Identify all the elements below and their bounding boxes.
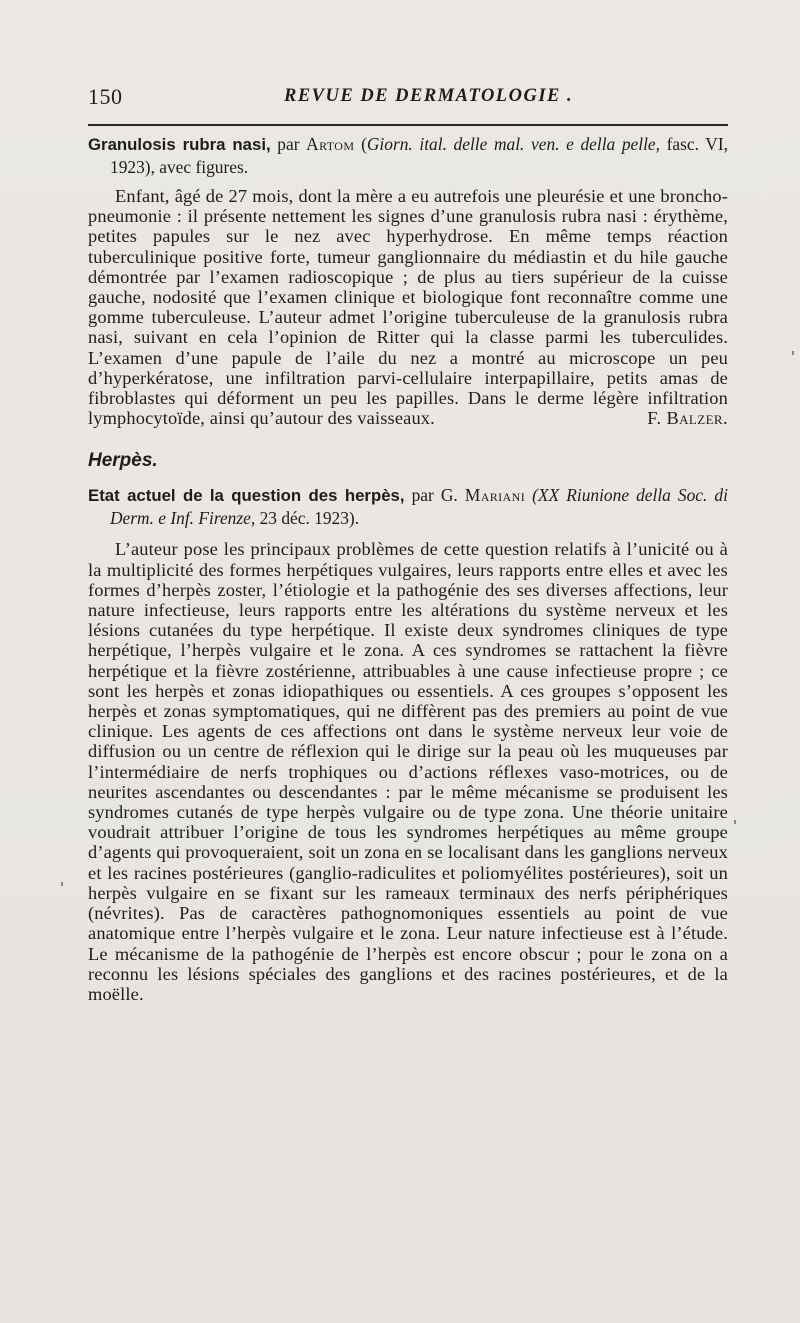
page-number: 150 [88,84,123,109]
article-1-author: Artom [306,134,355,154]
running-head [88,84,728,114]
page-content [88,133,728,1004]
article-2-author: Mariani [464,485,526,506]
article-1-title: Granulosis rubra nasi, [88,135,271,154]
margin-mark-left [61,882,63,886]
article-2-by: par G. [411,485,458,506]
article-1-heading [88,133,728,178]
article-1-body [88,186,728,428]
section-heading-herpes: Herpès. [88,450,158,472]
article-2-body: L’auteur pose les principaux problèmes de cette question relatifs à l’unicité ou à la multiplicité des formes herpétiques vulgaires, leurs rapports entre elles et avec les formes d’herpès zoster, l’étiologie et la pathogénie des ses diverses affections, leur nature infectieuse, leurs rapports entre les altérations du système nerveux et les lésions cutanées du type herpétique. Il existe deux syndromes cliniques de type herpétique, l’herpès vulgaire et le zona. A ces syndromes se rattachent la fièvre herpétique et la fièvre zostérienne, attribuables à une cause infectieuse propre ; ce sont les herpès et zonas idiopathiques ou essentiels. A ces groupes s’opposent les herpès et zonas symptomatiques, qui ne diffèrent pas des premiers au point de vue clinique. Les agents de ces affections ont dans le système nerveux leur voie de diffusion ou un centre de réflexion qui le dirige sur la peau où les muqueuses par l’intermédiaire de nerfs trophiques ou d’actions réflexes vaso-motrices, ou de neurites ascendantes ou descendantes : par le même mécanisme se produisent les syndromes cutanés de type herpès vulgaire ou de type zona. Une théorie unitaire voudrait attribuer l’origine de tous les syndromes herpétiques au même groupe d’agents qui provoqueraient, soit un zona en se localisant dans les ganglions nerveux et les racines postérieures (ganglio-radiculites et poliomyélites postérieures), soit un herpès vulgaire en se fixant sur les rameaux terminaux des nerfs périphériques (névrites). Pas de caractères pathognomoniques essentiels au point de vue anatomique entre l’herpès vulgaire et le zona. Leur nature infectieuse est à l’étude. Le mécanisme de la pathogénie de l’herpès est encore obscur ; pour le zona on a reconnu les lésions spéciales des ganglions et des racines postérieures, et de la moëlle. [88,539,728,1004]
margin-mark-middle [734,820,736,824]
article-1-citation-details: fasc. VI, 1923), avec figures. [110,134,728,177]
article-2-citation-details: 23 déc. 1923). [259,508,360,529]
article-1-citation-journal: Giorn. ital. delle mal. ven. e della pelle, [366,134,660,154]
article-1-signature: F. Balzer. [647,408,728,429]
article-2-citation: (XX Riunione della Soc. di Derm. e Inf. Firenze, [110,485,728,529]
article-2-title: Etat actuel de la question des herpès, [88,486,405,506]
article-1-by: par [277,134,300,154]
margin-mark-top [792,351,794,355]
journal-title: REVUE DE DERMATOLOGIE . [284,86,574,106]
article-1-body-text: Enfant, âgé de 27 mois, dont la mère a eu autrefois une pleurésie et une broncho-pneumonie : il présente nettement les signes d’une granulosis rubra nasi : érythème, petites papules sur le nez avec hyperhydrose. En même temps réaction tuberculinique positive forte, tumeur ganglionnaire du médiastin et du hile gauche démontrée par l’examen radioscopique ; de plus au tiers supérieur de la cuisse gauche, nodosité que l’examen clinique et biologique font reconnaître comme une gomme tuberculeuse. L’auteur admet l’origine tuberculeuse de la granulosis rubra nasi, suivant en cela l’opinion de Ritter qui la classe parmi les tuberculides. L’examen d’une papule de l’aile du nez a montré au microscope un peu d’hyperkératose, une infiltration parvi-cellulaire interpapillaire, petits amas de fibroblastes qui déforment un peu les papilles. Dans le derme légère infiltration lymphocytoïde, ainsi qu’autour des vaisseaux. [88,186,728,429]
header-rule [88,124,728,126]
article-2-heading [88,484,728,529]
article-1-citation-open: ( [361,134,367,154]
